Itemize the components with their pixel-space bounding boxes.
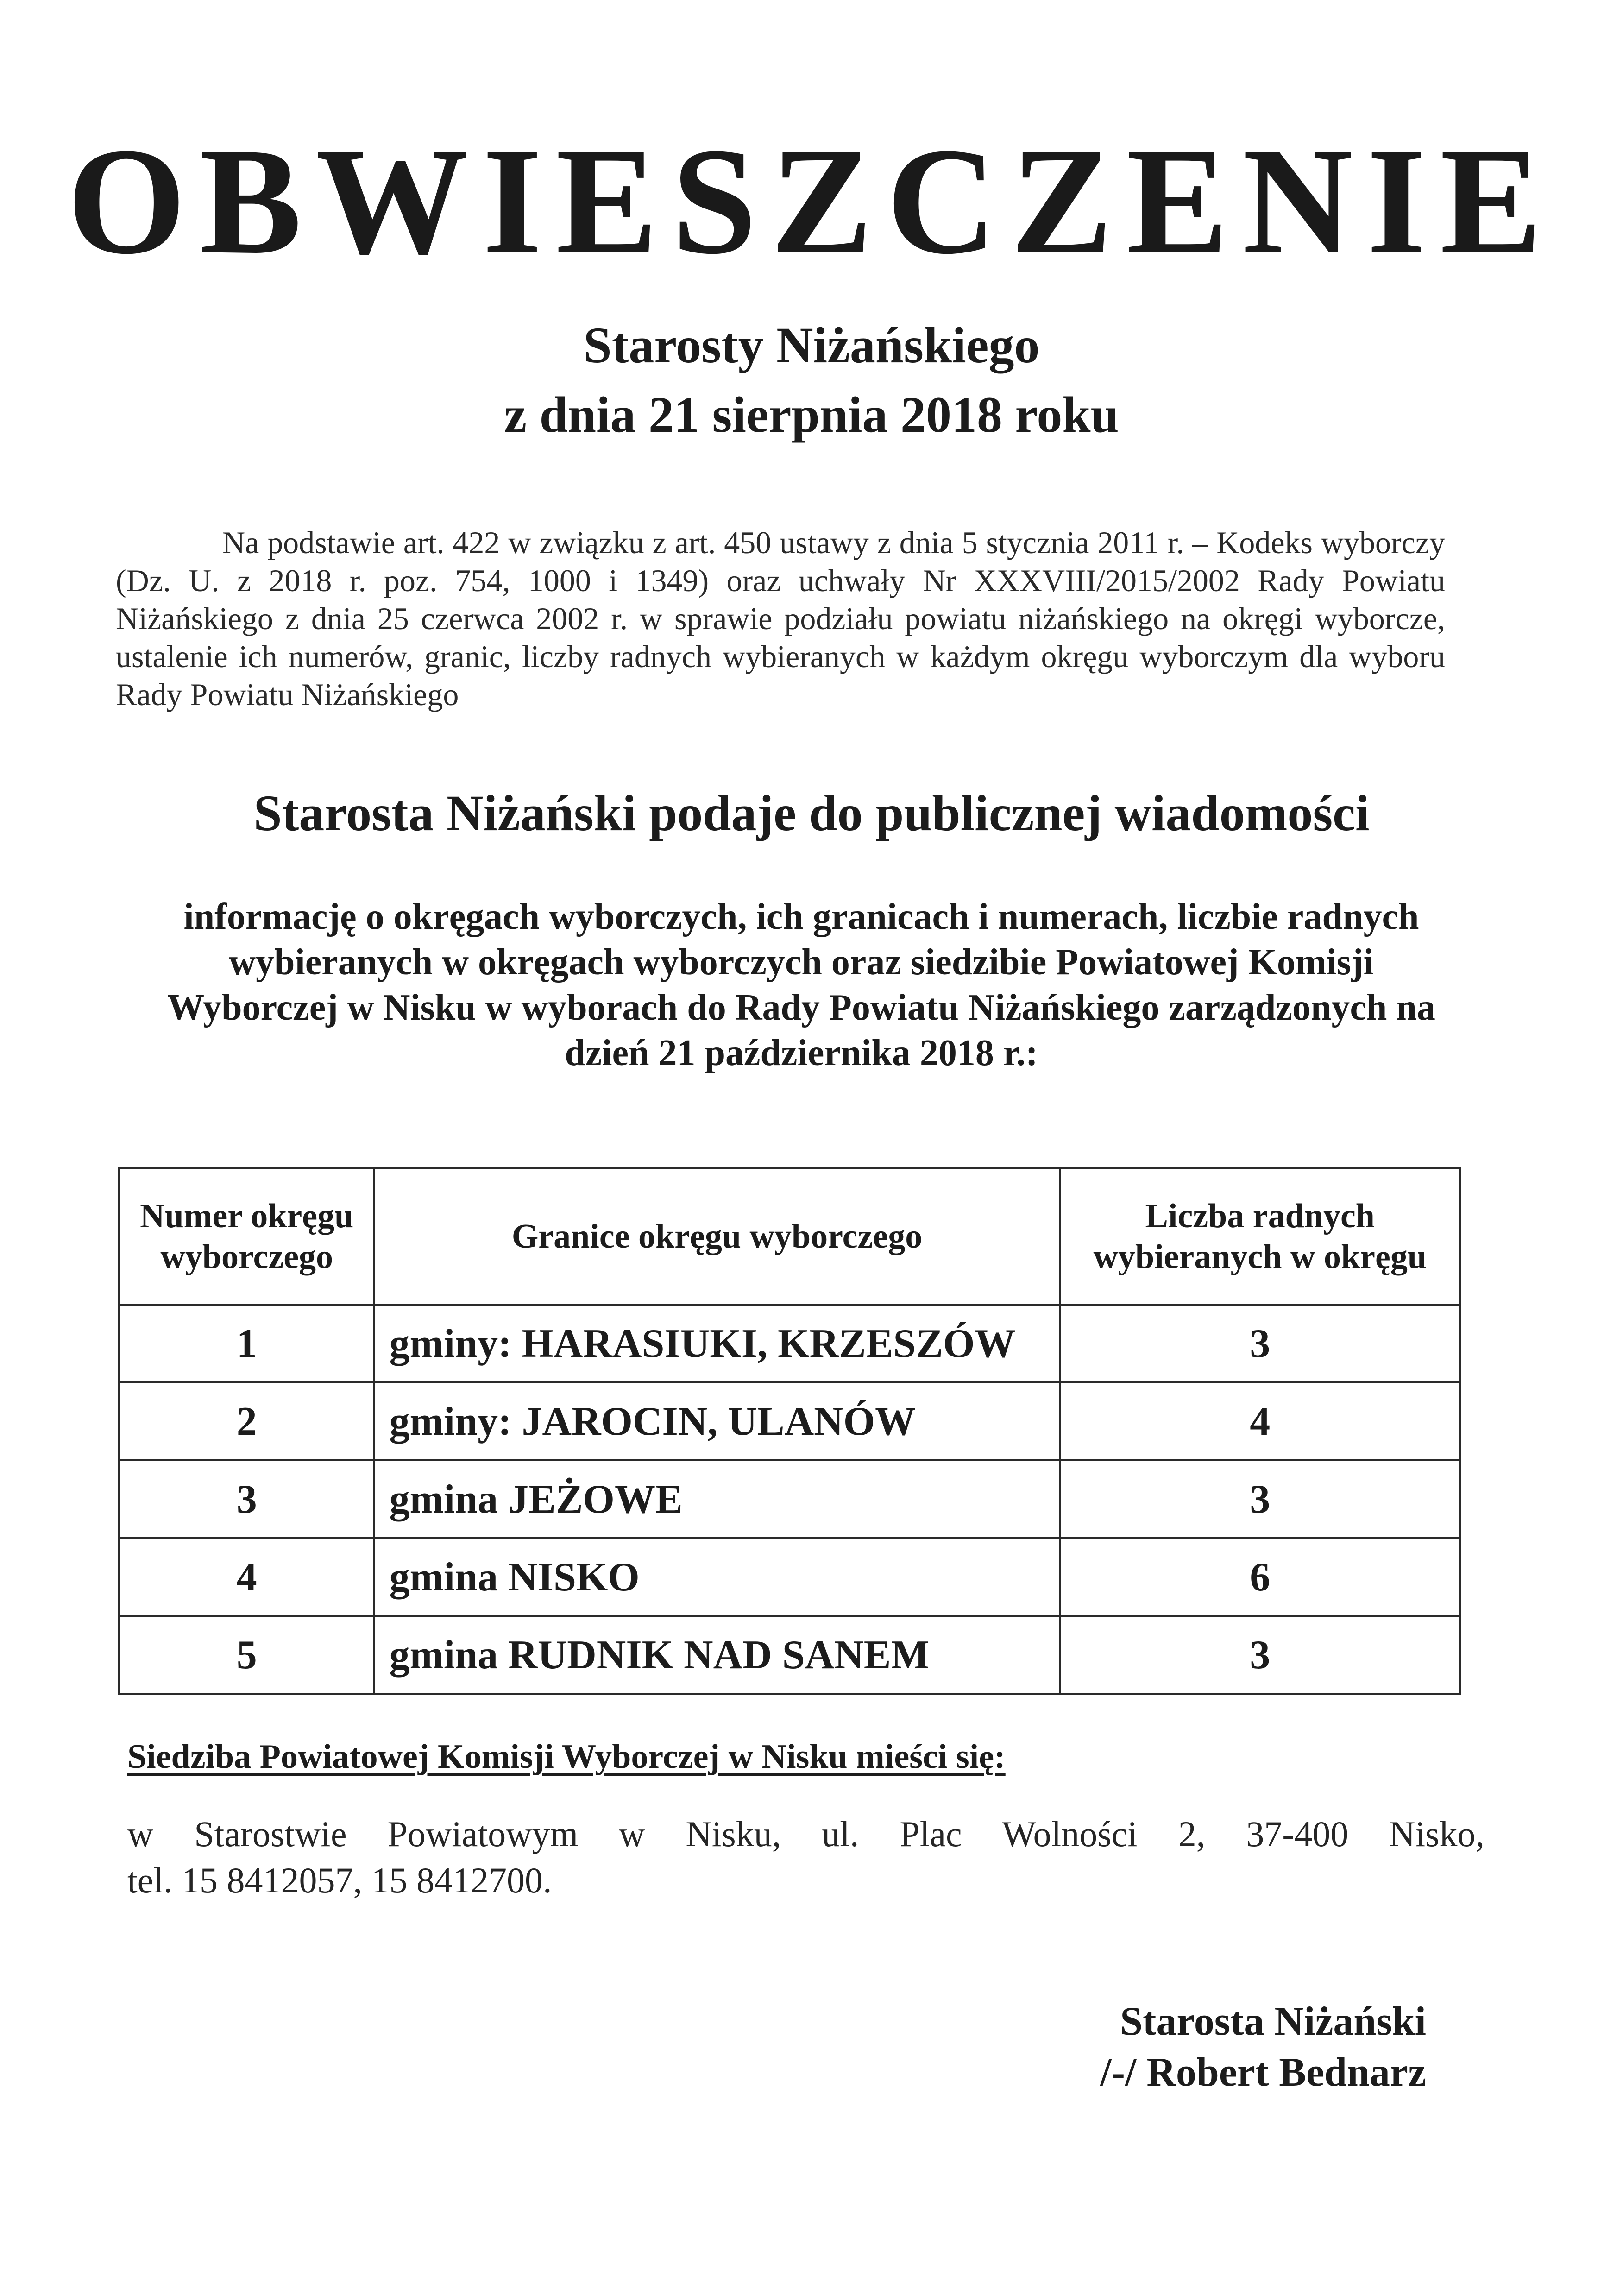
councillor-count: 3 bbox=[1060, 1460, 1460, 1538]
districts-table bbox=[118, 1167, 1461, 1695]
councillor-count: 3 bbox=[1060, 1616, 1460, 1694]
legal-basis-paragraph: Na podstawie art. 422 w związku z art. 450 ustawy z dnia 5 stycznia 2011 r. – Kodeks wyborczy (Dz. U. z 2018 r. poz. 754, 1000 i 1349) oraz uchwały Nr XXXVIII/2015/2002 Rady Powiatu Niżańskiego z dnia 25 czerwca 2002 r. w sprawie podziału powiatu niżańskiego na okręgi wyborcze, ustalenie ich numerów, granic, liczby radnych wybieranych w każdym okręgu wyborczym dla wyboru Rady Powiatu Niżańskiego bbox=[116, 525, 1445, 712]
district-number: 2 bbox=[119, 1382, 374, 1460]
table-row bbox=[119, 1305, 1460, 1382]
district-boundaries: gmina JEŻOWE bbox=[374, 1460, 1059, 1538]
district-boundaries: gminy: HARASIUKI, KRZESZÓW bbox=[374, 1305, 1059, 1382]
commission-phone: tel. 15 8412057, 15 8412700. bbox=[127, 1860, 552, 1900]
announcement-heading: Starosta Niżański podaje do publicznej wiadomości bbox=[253, 785, 1370, 841]
table-row bbox=[119, 1382, 1460, 1460]
header-district-number: Numer okręgu wyborczego bbox=[119, 1168, 374, 1305]
district-boundaries: gmina RUDNIK NAD SANEM bbox=[374, 1616, 1059, 1694]
table-row bbox=[119, 1460, 1460, 1538]
date-subtitle: z dnia 21 sierpnia 2018 roku bbox=[504, 386, 1119, 443]
councillor-count: 6 bbox=[1060, 1538, 1460, 1616]
issuer-subtitle: Starosty Niżańskiego bbox=[583, 317, 1040, 373]
table-header-row bbox=[119, 1168, 1460, 1305]
table-row bbox=[119, 1616, 1460, 1694]
signatory-role: Starosta Niżański bbox=[1120, 1999, 1426, 2044]
district-number: 3 bbox=[119, 1460, 374, 1538]
header-councillor-count: Liczba radnych wybieranych w okręgu bbox=[1060, 1168, 1460, 1305]
signatory-name: /-/ Robert Bednarz bbox=[1100, 2050, 1426, 2095]
info-paragraph: informację o okręgach wyborczych, ich granicach i numerach, liczbie radnych wybieranych w okręgach wyborczych oraz siedzibie Powiatowej Komisji Wyborczej w Nisku w wyborach do Rady Powiatu Niżańskiego zarządzonych na dzień 21 października 2018 r.: bbox=[167, 896, 1435, 1073]
district-number: 5 bbox=[119, 1616, 374, 1694]
header-district-boundaries: Granice okręgu wyborczego bbox=[374, 1168, 1059, 1305]
district-boundaries: gmina NISKO bbox=[374, 1538, 1059, 1616]
councillor-count: 4 bbox=[1060, 1382, 1460, 1460]
district-number: 1 bbox=[119, 1305, 374, 1382]
commission-seat-heading: Siedziba Powiatowej Komisji Wyborczej w Nisku mieści się: bbox=[127, 1738, 1006, 1776]
district-number: 4 bbox=[119, 1538, 374, 1616]
document-title: OBWIESZCZENIE bbox=[67, 117, 1556, 286]
councillor-count: 3 bbox=[1060, 1305, 1460, 1382]
district-boundaries: gminy: JAROCIN, ULANÓW bbox=[374, 1382, 1059, 1460]
commission-address: w Starostwie Powiatowym w Nisku, ul. Plac Wolności 2, 37-400 Nisko, bbox=[127, 1814, 1485, 1854]
table-row bbox=[119, 1538, 1460, 1616]
